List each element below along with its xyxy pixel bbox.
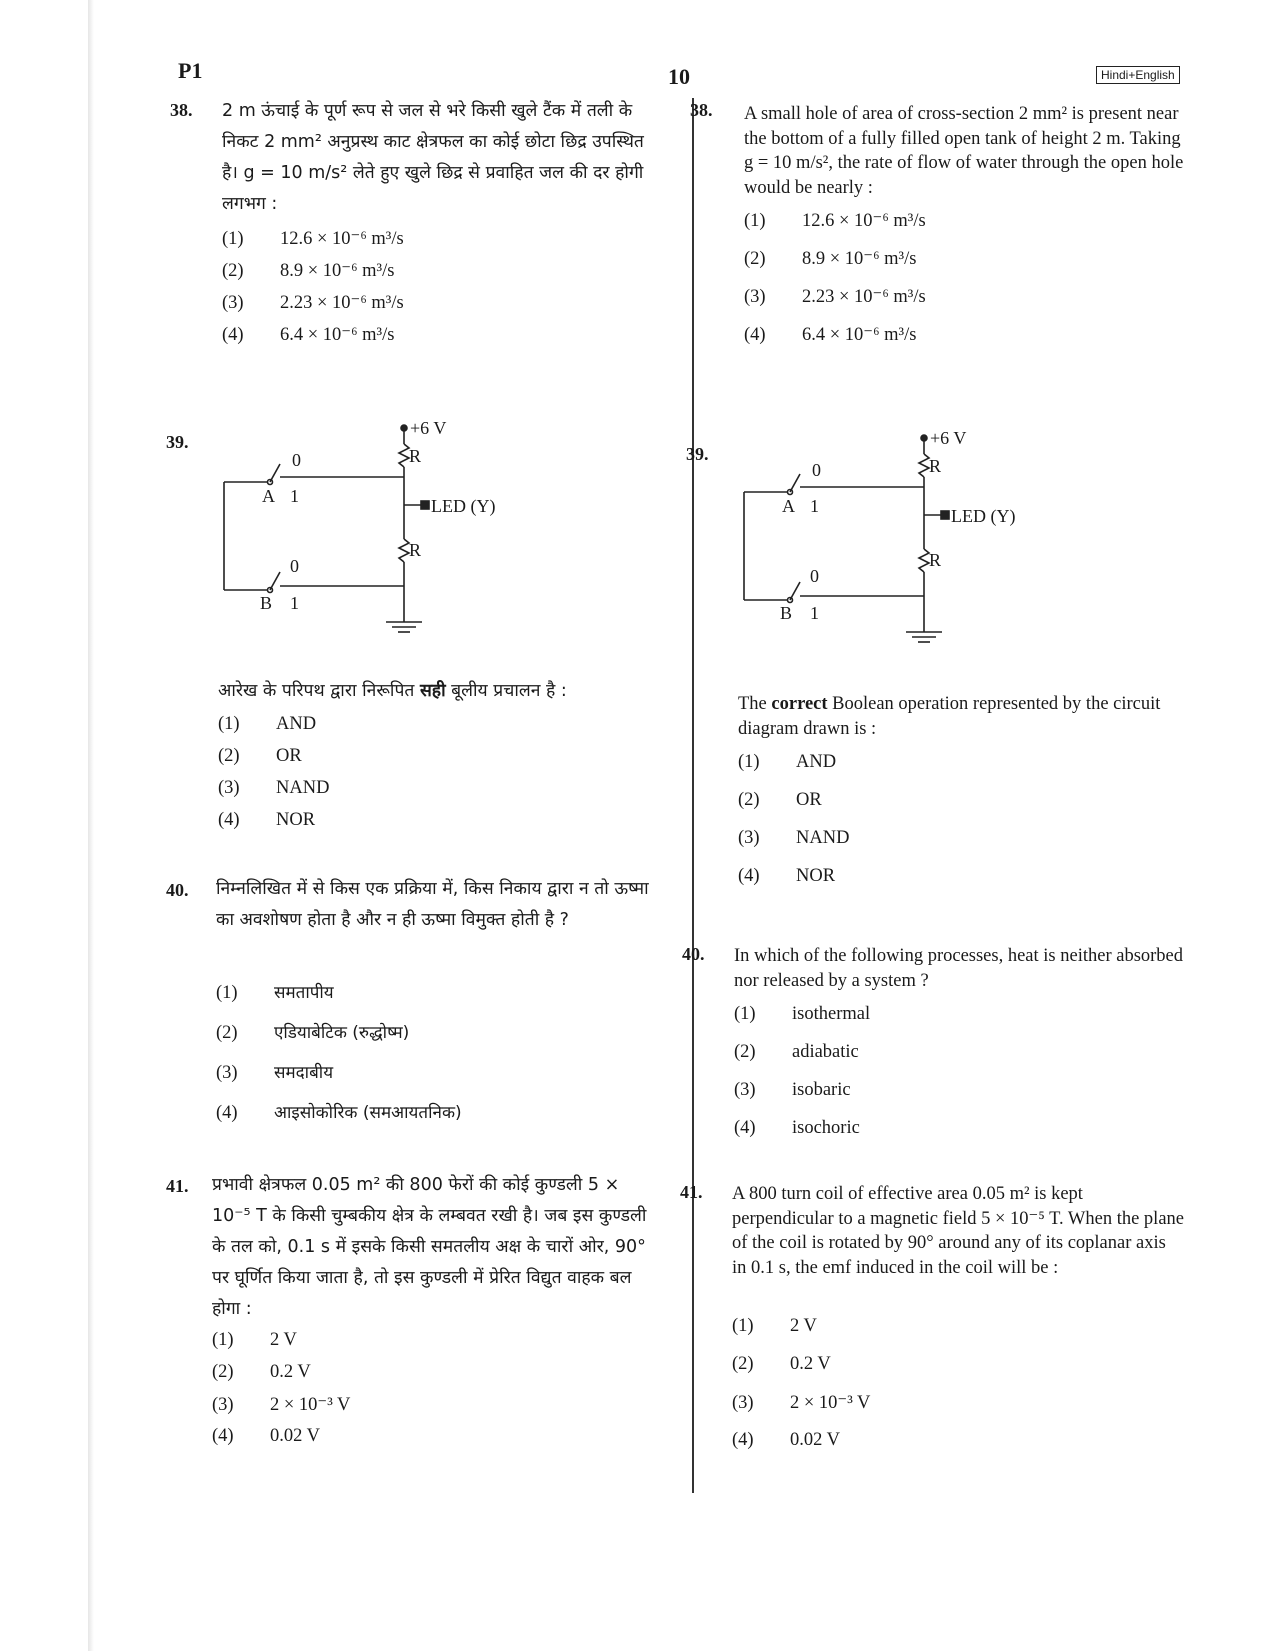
option-number: (3) (212, 1395, 234, 1415)
option-text: समतापीय (274, 983, 334, 1003)
question-text-part: बूलीय प्रचालन है : (445, 681, 567, 701)
option-38-2-hi (222, 260, 394, 282)
circuit-diagram-hi (210, 412, 510, 642)
option-number: (4) (222, 325, 244, 345)
option-number: (2) (222, 261, 244, 281)
option-40-4-en (734, 1118, 860, 1139)
option-text: 2 × 10⁻³ V (270, 1395, 351, 1415)
option-text: AND (276, 714, 317, 734)
option-text: समदाबीय (274, 1063, 334, 1083)
option-text: NAND (796, 828, 850, 848)
column-divider (692, 98, 694, 1493)
option-text: OR (276, 746, 302, 766)
option-39-4-en (738, 866, 835, 887)
question-text-38-en: A small hole of area of cross-section 2 mm² is present near the bottom of a fully filled open tank of height 2 m. Taking g = 10 m/s², the rate of flow of water through the open hole would be nearly : (744, 104, 1184, 198)
option-text: 8.9 × 10⁻⁶ m³/s (802, 249, 917, 269)
option-text: 8.9 × 10⁻⁶ m³/s (280, 261, 395, 281)
option-41-4-hi (212, 1426, 320, 1447)
option-number: (4) (218, 810, 240, 830)
option-38-2-en (744, 248, 916, 270)
option-number: (3) (744, 287, 766, 307)
switch-a-one: 1 (290, 486, 299, 506)
resistor-label-bottom: R (409, 540, 422, 560)
option-41-3-hi (212, 1394, 350, 1416)
option-number: (1) (216, 983, 238, 1003)
option-text: isothermal (792, 1004, 871, 1024)
option-text: आइसोकोरिक (समआयतनिक) (274, 1103, 462, 1123)
option-number: (4) (734, 1118, 756, 1138)
option-number: (2) (218, 746, 240, 766)
question-text-38-hi: 2 m ऊंचाई के पूर्ण रूप से जल से भरे किसी खुले टैंक में तली के निकट 2 mm² अनुप्रस्थ काट क्षेत्रफल का कोई छोटा छिद्र उपस्थित है। g = 10 m/s² लेते हुए खुले छिद्र से प्रवाहित जल की दर होगी लगभग : (222, 101, 644, 214)
option-number: (2) (216, 1023, 238, 1043)
option-number: (1) (744, 211, 766, 231)
question-number-39-en: 39. (686, 444, 709, 464)
question-number-40-en: 40. (682, 944, 705, 964)
option-text: isochoric (792, 1118, 860, 1138)
option-39-3-en (738, 828, 849, 849)
option-number: (1) (738, 752, 760, 772)
switch-a-label: A (782, 496, 795, 516)
option-text: NAND (276, 778, 330, 798)
option-39-2-en (738, 790, 822, 811)
option-number: (4) (216, 1103, 238, 1123)
option-40-3-en (734, 1080, 851, 1101)
option-number: (3) (222, 293, 244, 313)
option-text: 2 V (790, 1316, 817, 1336)
option-text: 0.2 V (270, 1362, 311, 1382)
option-number: (4) (738, 866, 760, 886)
option-38-1-en (744, 210, 926, 232)
switch-a-label: A (262, 486, 275, 506)
option-text: 2 × 10⁻³ V (790, 1393, 871, 1413)
option-number: (3) (738, 828, 760, 848)
option-text: 0.02 V (270, 1426, 321, 1446)
option-number: (2) (732, 1354, 754, 1374)
question-number-41-hi: 41. (166, 1176, 189, 1196)
option-38-4-hi (222, 324, 394, 346)
option-text: 12.6 × 10⁻⁶ m³/s (802, 211, 926, 231)
option-text: adiabatic (792, 1042, 859, 1062)
option-40-1-hi (216, 980, 334, 1004)
page-number: 10 (668, 64, 690, 89)
option-number: (4) (212, 1426, 234, 1446)
option-39-2-hi (218, 746, 302, 767)
led-label: LED (Y) (951, 506, 1016, 526)
switch-b-one: 1 (290, 593, 299, 613)
question-text-part: Boolean operation represented by the circuit diagram drawn is : (738, 694, 1161, 739)
resistor-label-bottom: R (929, 550, 942, 570)
option-38-1-hi (222, 228, 404, 250)
option-38-4-en (744, 324, 916, 346)
option-39-1-en (738, 752, 836, 773)
option-41-4-en (732, 1430, 840, 1451)
option-38-3-en (744, 286, 926, 308)
question-number-38-hi: 38. (170, 100, 193, 120)
option-39-4-hi (218, 810, 315, 831)
option-number: (4) (732, 1430, 754, 1450)
switch-a-zero: 0 (292, 450, 301, 470)
question-text-41-en: A 800 turn coil of effective area 0.05 m² is kept perpendicular to a magnetic field 5 × 10⁻⁵ T. When the plane of the coil is rotated by 90° around any of its coplanar axis in 0.1 s, the emf induced in the coil will be : (732, 1184, 1184, 1278)
option-number: (1) (734, 1004, 756, 1024)
paper-code: P1 (178, 58, 203, 83)
option-number: (3) (216, 1063, 238, 1083)
question-text-part: आरेख के परिपथ द्वारा निरूपित (218, 681, 420, 701)
option-number: (1) (222, 229, 244, 249)
question-text-emphasis: सही (419, 681, 446, 701)
switch-b-zero: 0 (810, 566, 819, 586)
option-number: (3) (734, 1080, 756, 1100)
switch-b-label: B (260, 593, 273, 613)
question-number-40-hi: 40. (166, 880, 189, 900)
option-number: (1) (212, 1330, 234, 1350)
option-text: 2 V (270, 1330, 297, 1350)
option-text: 12.6 × 10⁻⁶ m³/s (280, 229, 404, 249)
option-41-1-en (732, 1316, 817, 1337)
option-38-3-hi (222, 292, 404, 314)
question-number-39-hi: 39. (166, 432, 189, 452)
option-40-1-en (734, 1004, 870, 1025)
language-badge: Hindi+English (1096, 66, 1180, 84)
option-number: (4) (744, 325, 766, 345)
question-text-39-hi (218, 676, 658, 707)
option-text: 0.02 V (790, 1430, 841, 1450)
option-number: (1) (732, 1316, 754, 1336)
scan-edge (88, 0, 94, 1651)
option-text: 0.2 V (790, 1354, 831, 1374)
option-number: (3) (218, 778, 240, 798)
resistor-label-top: R (409, 446, 422, 466)
option-39-3-hi (218, 778, 329, 799)
option-40-2-en (734, 1042, 859, 1063)
question-number-41-en: 41. (680, 1182, 703, 1202)
question-text-part: The (738, 694, 772, 714)
option-text: NOR (276, 810, 316, 830)
option-text: 6.4 × 10⁻⁶ m³/s (802, 325, 917, 345)
option-text: एडियाबेटिक (रुद्धोष्म) (274, 1023, 410, 1043)
option-text: 2.23 × 10⁻⁶ m³/s (802, 287, 926, 307)
option-text: OR (796, 790, 822, 810)
option-41-2-hi (212, 1362, 311, 1383)
supply-label: +6 V (930, 428, 967, 448)
circuit-diagram-en (730, 422, 1030, 652)
option-text: AND (796, 752, 837, 772)
option-text: isobaric (792, 1080, 851, 1100)
option-text: 6.4 × 10⁻⁶ m³/s (280, 325, 395, 345)
question-text-39-en (738, 692, 1184, 741)
option-40-3-hi (216, 1060, 333, 1084)
supply-label: +6 V (410, 418, 447, 438)
question-text-41-hi: प्रभावी क्षेत्रफल 0.05 m² की 800 फेरों की कोई कुण्डली 5 × 10⁻⁵ T के किसी चुम्बकीय क्षेत्र के लम्बवत रखी है। जब इस कुण्डली के तल को, 0.1 s में इसके किसी समतलीय अक्ष के चारों ओर, 90° पर घूर्णित किया जाता है, तो इस कुण्डली में प्रेरित विद्युत वाहक बल होगा : (212, 1175, 647, 1319)
switch-b-one: 1 (810, 603, 819, 623)
option-number: (2) (734, 1042, 756, 1062)
led-label: LED (Y) (431, 496, 496, 516)
option-text: 2.23 × 10⁻⁶ m³/s (280, 293, 404, 313)
option-number: (2) (738, 790, 760, 810)
option-40-2-hi (216, 1020, 409, 1044)
option-41-1-hi (212, 1330, 297, 1351)
switch-a-zero: 0 (812, 460, 821, 480)
option-number: (2) (744, 249, 766, 269)
switch-b-zero: 0 (290, 556, 299, 576)
option-39-1-hi (218, 714, 316, 735)
option-number: (3) (732, 1393, 754, 1413)
resistor-label-top: R (929, 456, 942, 476)
option-41-3-en (732, 1392, 870, 1414)
option-41-2-en (732, 1354, 831, 1375)
option-number: (1) (218, 714, 240, 734)
option-40-4-hi (216, 1100, 462, 1124)
option-text: NOR (796, 866, 836, 886)
question-number-38-en: 38. (690, 100, 713, 120)
question-text-40-hi: निम्नलिखित में से किस एक प्रक्रिया में, किस निकाय द्वारा न तो ऊष्मा का अवशोषण होता है और न ही ऊष्मा विमुक्त होती है ? (216, 879, 649, 930)
switch-a-one: 1 (810, 496, 819, 516)
question-text-40-en: In which of the following processes, heat is neither absorbed nor released by a system ? (734, 946, 1184, 991)
question-text-emphasis: correct (771, 694, 828, 714)
option-number: (2) (212, 1362, 234, 1382)
switch-b-label: B (780, 603, 793, 623)
